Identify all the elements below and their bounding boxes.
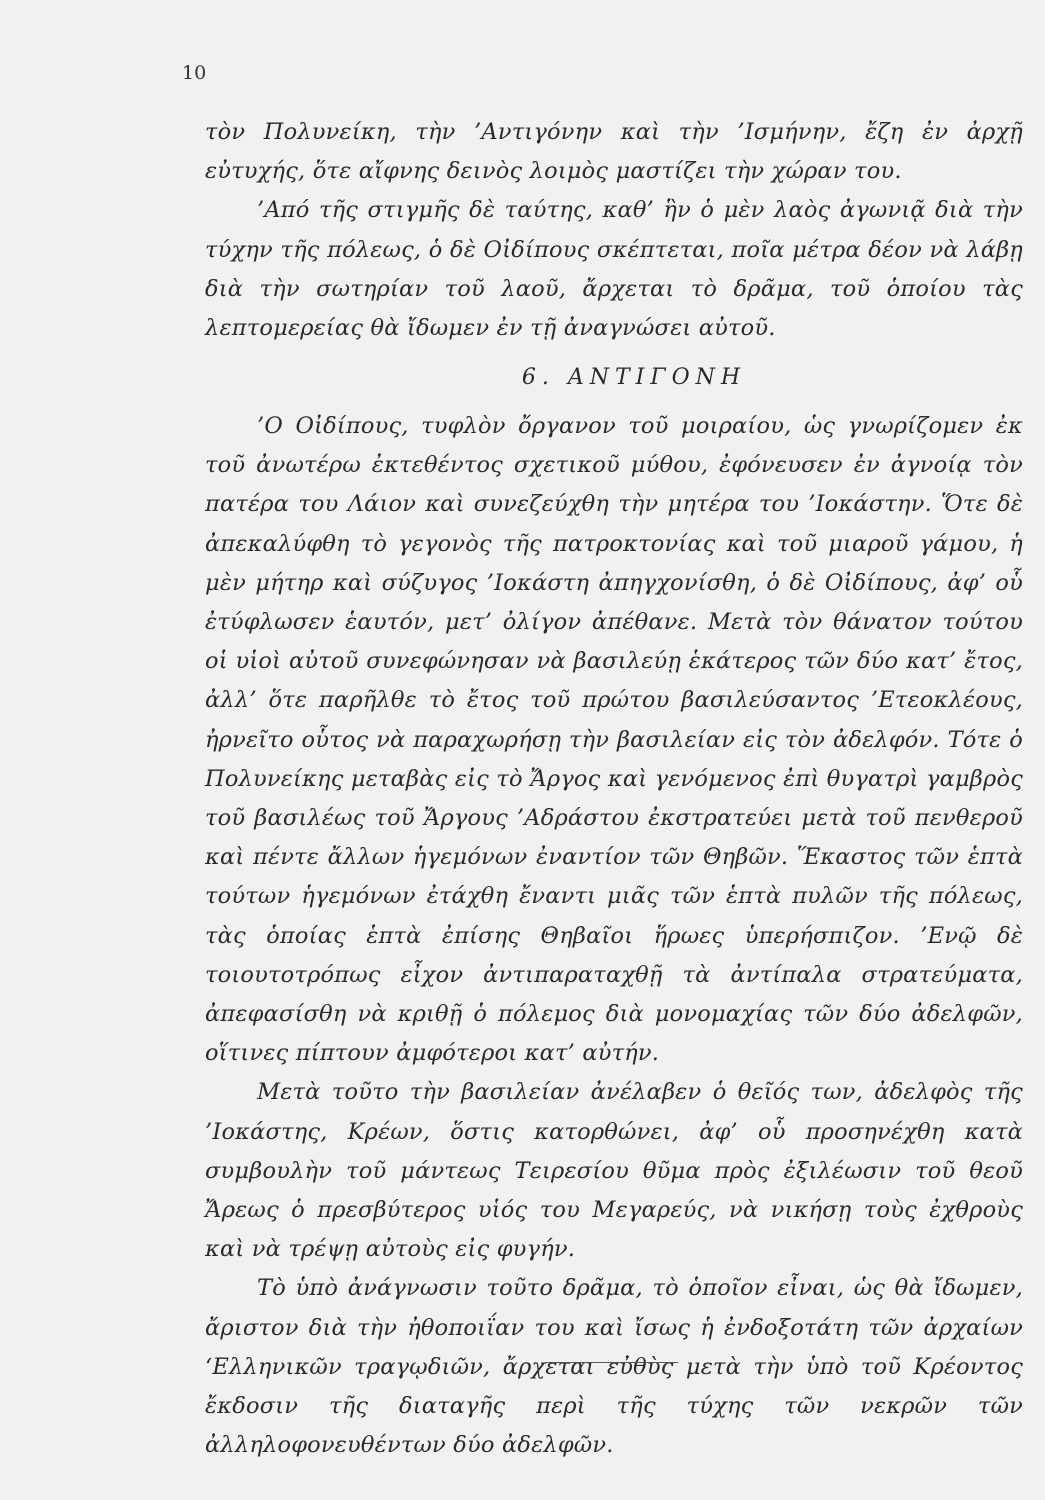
intro-paragraph-2: ’Από τῆς στιγμῆς δὲ ταύτης, καθ’ ἣν ὁ μὲν λαὸς ἀγωνιᾷ διὰ τὴν τύχην τῆς πόλεως, ὁ δὲ Οἰδίπους σκέπτεται, ποῖα μέτρα δέον νὰ λάβῃ διὰ τὴν σωτηρίαν τοῦ λαοῦ, ἄρχεται τὸ δρᾶμα, τοῦ ὁποίου τὰς λεπτομερείας θὰ ἴδωμεν ἐν τῇ ἀναγνώσει αὐτοῦ. [205, 197, 1023, 342]
end-divider [545, 1362, 678, 1363]
intro-paragraph-1: τὸν Πολυνείκη, τὴν ’Αντιγόνην καὶ τὴν ’Ισμήνην, ἔζη ἐν ἀρχῇ εὐτυχής, ὅτε αἴφνης δεινὸς λοιμὸς μαστίζει τὴν χώραν του. [205, 119, 1023, 185]
section-paragraph-2: Μετὰ τοῦτο τὴν βασιλείαν ἀνέλαβεν ὁ θεῖός των, ἀδελφὸς τῆς ’Ιοκάστης, Κρέων, ὅστις κατορθώνει, ἀφ’ οὗ προσηνέχθη κατὰ συμβουλὴν τοῦ μάντεως Τειρεσίου θῦμα πρὸς ἐξιλέωσιν τοῦ θεοῦ Ἄρεως ὁ πρεσβύτερος υἱός του Μεγαρεύς, νὰ νικήσῃ τοὺς ἐχθροὺς καὶ νὰ τρέψῃ αὐτοὺς εἰς φυγήν. [205, 1079, 1023, 1263]
section-paragraph-1: ’Ο Οἰδίπους, τυφλὸν ὄργανον τοῦ μοιραίου, ὡς γνωρίζομεν ἐκ τοῦ ἀνωτέρω ἐκτεθέντος σχετικοῦ μύθου, ἐφόνευσεν ἐν ἀγνοίᾳ τὸν πατέρα του Λάιον καὶ συνεζεύχθη τὴν μητέρα του ’Ιοκάστην. Ὅτε δὲ ἀπεκαλύφθη τὸ γεγονὸς τῆς πατροκτονίας καὶ τοῦ μιαροῦ γάμου, ἡ μὲν μήτηρ καὶ σύζυγος ’Ιοκάστη ἀπηγχονίσθη, ὁ δὲ Οἰδίπους, ἀφ’ οὗ ἐτύφλωσεν ἑαυτόν, μετ’ ὀλίγον ἀπέθανε. Μετὰ τὸν θάνατον τούτου οἱ υἱοὶ αὐτοῦ συνεφώνησαν νὰ βασιλεύῃ ἑκάτερος τῶν δύο κατ’ ἔτος, ἀλλ’ ὅτε παρῆλθε τὸ ἔτος τοῦ πρώτου βασιλεύσαντος ’Ετεοκλέους, ἠρνεῖτο οὗτος νὰ παραχωρήσῃ τὴν βασιλείαν εἰς τὸν ἀδελφόν. Τότε ὁ Πολυνείκης μεταβὰς εἰς τὸ Ἄργος καὶ γενόμενος ἐπὶ θυγατρὶ γαμβρὸς τοῦ βασιλέως τοῦ Ἄργους ’Αδράστου ἐκστρατεύει μετὰ τοῦ πενθεροῦ καὶ πέντε ἄλλων ἡγεμόνων ἐναντίον τῶν Θηβῶν. Ἕκαστος τῶν ἑπτὰ τούτων ἡγεμόνων ἐτάχθη ἔναντι μιᾶς τῶν ἑπτὰ πυλῶν τῆς πόλεως, τὰς ὁποίας ἑπτὰ ἐπίσης Θηβαῖοι ἥρωες ὑπερήσπιζον. ’Ενῷ δὲ τοιουτοτρόπως εἶχον ἀντιπαραταχθῇ τὰ ἀντίπαλα στρατεύματα, ἀπεφασίσθη νὰ κριθῇ ὁ πόλεμος διὰ μονομαχίας τῶν δύο ἀδελφῶν, οἵτινες πίπτουν ἀμφότεροι κατ’ αὐτήν. [205, 413, 1023, 1067]
section-body [205, 407, 1023, 1465]
intro-text [205, 113, 1023, 348]
page-number: 10 [182, 62, 207, 84]
section-paragraph-3: Τὸ ὑπὸ ἀνάγνωσιν τοῦτο δρᾶμα, τὸ ὁποῖον εἶναι, ὡς θὰ ἴδωμεν, ἄριστον διὰ τὴν ἠθοποιΐαν του καὶ ἴσως ἡ ἐνδοξοτάτη τῶν ἀρχαίων ‘Ελληνικῶν τραγῳδιῶν, ἄρχεται εὐθὺς μετὰ τὴν ὑπὸ τοῦ Κρέοντος ἔκδοσιν τῆς διαταγῆς περὶ τῆς τύχης τῶν νεκρῶν τῶν ἀλληλοφονευθέντων δύο ἀδελφῶν. [205, 1275, 1023, 1459]
section-heading: 6. ΑΝΤΙΓΟΝΗ [521, 365, 747, 390]
